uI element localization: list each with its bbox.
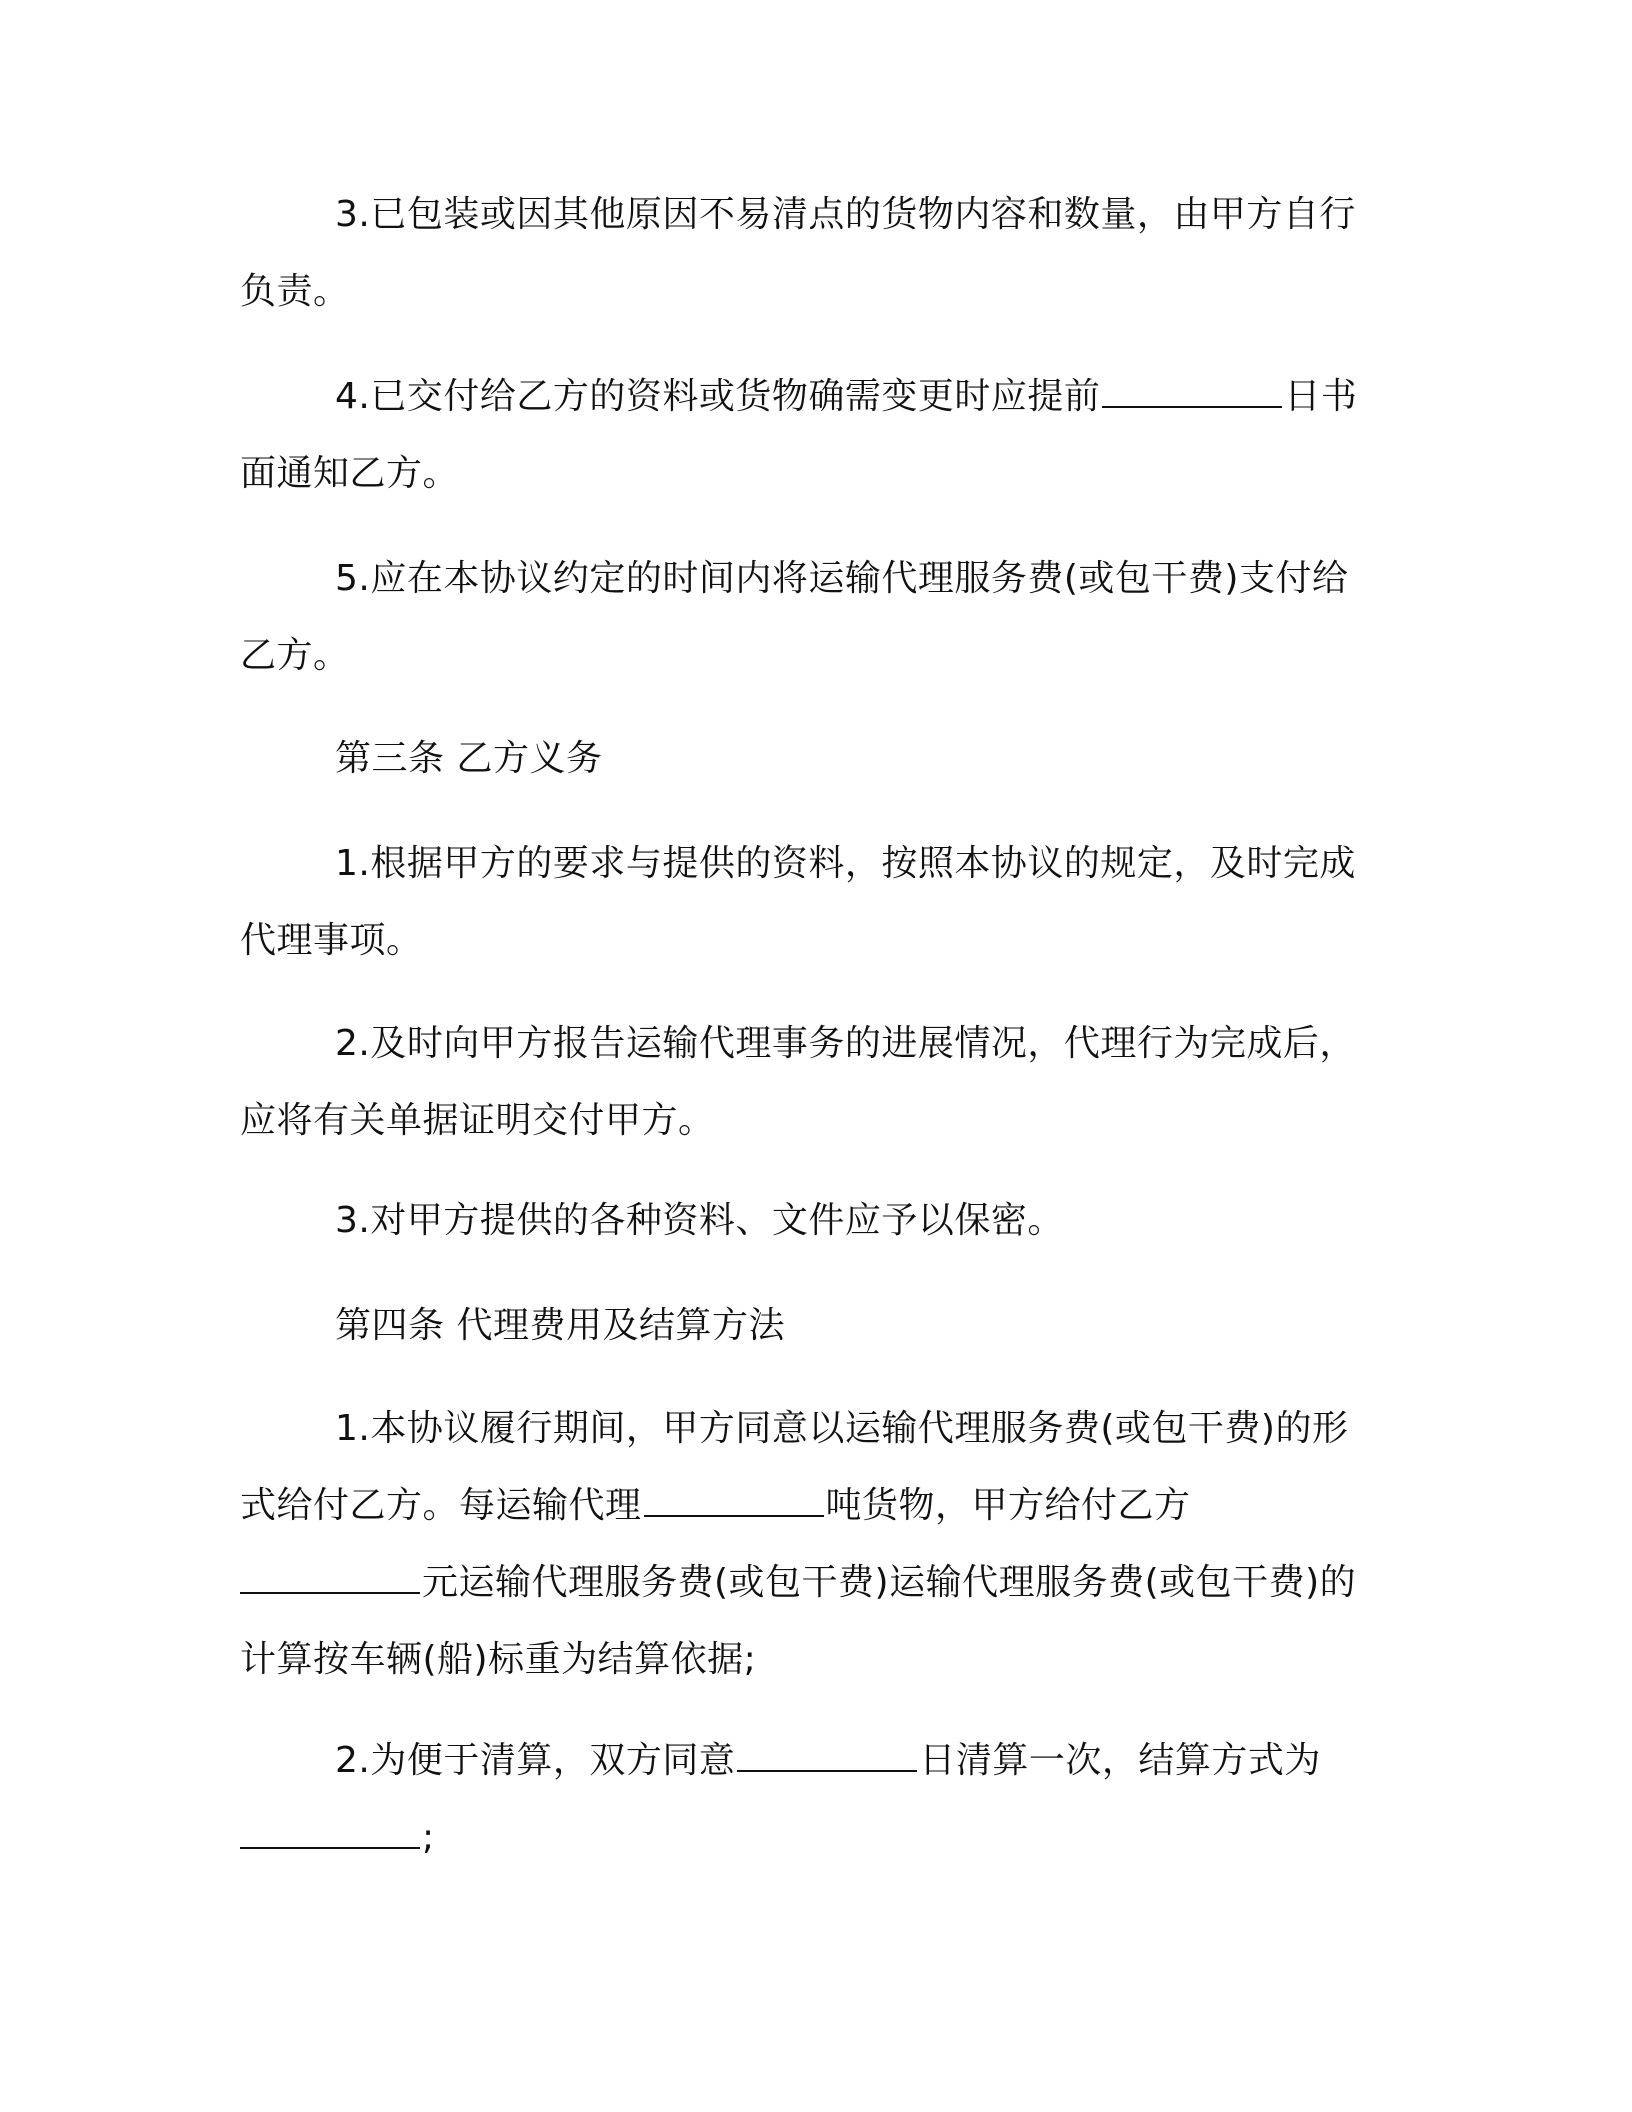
text-line: 代理事项。 <box>240 920 423 961</box>
text-line <box>240 358 1370 435</box>
fill-in-blank[interactable] <box>1102 376 1282 408</box>
paragraph-item-1 <box>240 825 1370 979</box>
text-line: 1.根据甲方的要求与提供的资料，按照本协议的规定，及时完成 <box>335 843 1356 884</box>
text-line <box>240 1544 1370 1621</box>
text-line: 计算按车辆(船)标重为结算依据; <box>240 1639 757 1680</box>
heading-text: 第三条 乙方义务 <box>335 738 603 779</box>
text-line: 3.已包装或因其他原因不易清点的货物内容和数量，由甲方自行 <box>335 194 1356 235</box>
text-segment: 4.已交付给乙方的资料或货物确需变更时应提前 <box>335 376 1101 417</box>
paragraph-item-2 <box>240 1005 1370 1159</box>
text-line <box>240 1799 1370 1876</box>
section-heading-article-4 <box>240 1287 1370 1364</box>
text-segment: 日书 <box>1284 376 1358 417</box>
fill-in-blank[interactable] <box>644 1485 824 1517</box>
text-line: 2.及时向甲方报告运输代理事务的进展情况，代理行为完成后， <box>335 1023 1356 1064</box>
heading-text: 第四条 代理费用及结算方法 <box>335 1305 785 1346</box>
fill-in-blank[interactable] <box>240 1817 420 1849</box>
paragraph-item-4 <box>240 358 1370 512</box>
text-segment: 2.为便于清算，双方同意 <box>335 1740 736 1781</box>
text-segment: 日清算一次，结算方式为 <box>919 1740 1321 1781</box>
text-segment: 吨货物，甲方给付乙方 <box>825 1485 1191 1526</box>
text-segment: 元运输代理服务费(或包干费)运输代理服务费(或包干费)的 <box>422 1562 1357 1603</box>
text-line: 5.应在本协议约定的时间内将运输代理服务费(或包干费)支付给 <box>335 558 1349 599</box>
paragraph-item-5 <box>240 540 1370 694</box>
paragraph-item-3-confidentiality <box>240 1182 1370 1259</box>
paragraph-settlement <box>240 1722 1370 1876</box>
paragraph-item-3 <box>240 176 1370 330</box>
text-line: 负责。 <box>240 271 350 312</box>
text-segment: ; <box>422 1817 435 1858</box>
text-line: 面通知乙方。 <box>240 453 460 494</box>
text-line: 3.对甲方提供的各种资料、文件应予以保密。 <box>335 1200 1064 1241</box>
text-line: 1.本协议履行期间，甲方同意以运输代理服务费(或包干费)的形 <box>335 1408 1349 1449</box>
text-segment: 式给付乙方。每运输代理 <box>240 1485 642 1526</box>
paragraph-fees <box>240 1390 1370 1698</box>
text-line: 乙方。 <box>240 635 350 676</box>
text-line: 应将有关单据证明交付甲方。 <box>240 1100 715 1141</box>
text-line <box>240 1467 1370 1544</box>
text-line <box>240 1722 1370 1799</box>
fill-in-blank[interactable] <box>737 1740 917 1772</box>
section-heading-article-3 <box>240 720 1370 797</box>
fill-in-blank[interactable] <box>240 1562 420 1594</box>
